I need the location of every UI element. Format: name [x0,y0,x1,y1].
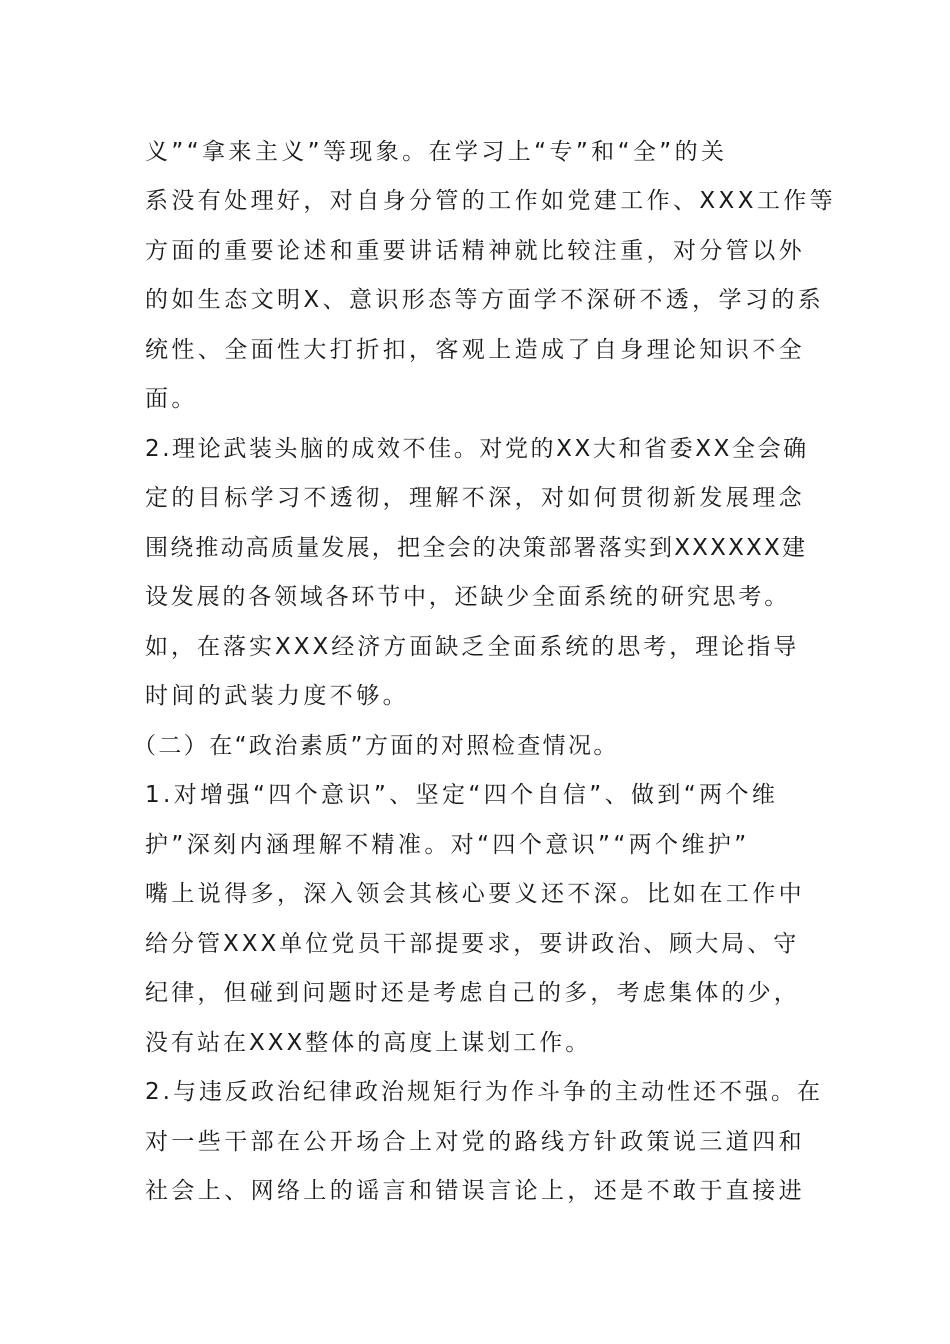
text-line: 统性、全面性大打折扣，客观上造成了自身理论知识不全 [145,337,805,363]
section-heading: （二）在“政治素质”方面的对照检查情况。 [133,733,619,759]
text-line: 义”“拿来主义”等现象。在学习上“专”和“全”的关 [145,139,728,165]
section-item-heading: 1.对增强“四个意识”、坚定“四个自信”、做到“两个维 [145,782,779,808]
text-line: 方面的重要论述和重要讲话精神就比较注重，对分管以外 [145,238,805,264]
text-line: 面。 [145,386,198,412]
text-line: 对一些干部在公开场合上对党的路线方针政策说三道四和 [145,1129,805,1155]
text-line: 如，在落实XXX经济方面缺乏全面系统的思考，理论指导 [145,634,800,660]
text-line: 护”深刻内涵理解不精准。对“四个意识”“两个维护” [145,832,750,858]
text-line: 纪律，但碰到问题时还是考虑自己的多，考虑集体的少， [145,980,800,1006]
text-line: 没有站在XXX整体的高度上谋划工作。 [145,1030,592,1056]
text-line: 系没有处理好，对自身分管的工作如党建工作、XXX工作等 [145,188,837,214]
text-line: 的如生态文明X、意识形态等方面学不深研不透，学习的系 [145,287,825,313]
text-line: 设发展的各领域各环节中，还缺少全面系统的研究思考。 [145,584,790,610]
text-line: 围绕推动高质量发展，把全会的决策部署落实到XXXXXX建 [145,535,808,561]
section-item-heading: 2.理论武装头脑的成效不佳。对党的XX大和省委XX全会确 [145,436,809,462]
text-line: 社会上、网络上的谣言和错误言论上，还是不敢于直接进 [145,1178,805,1204]
text-line: 时间的武装力度不够。 [145,683,409,709]
section-item-heading: 2.与违反政治纪律政治规矩行为作斗争的主动性还不强。在 [145,1079,823,1105]
text-line: 给分管XXX单位党员干部提要求，要讲政治、顾大局、守 [145,931,800,957]
text-line: 嘴上说得多，深入领会其核心要义还不深。比如在工作中 [145,881,805,907]
text-line: 定的目标学习不透彻，理解不深，对如何贯彻新发展理念 [145,485,805,511]
